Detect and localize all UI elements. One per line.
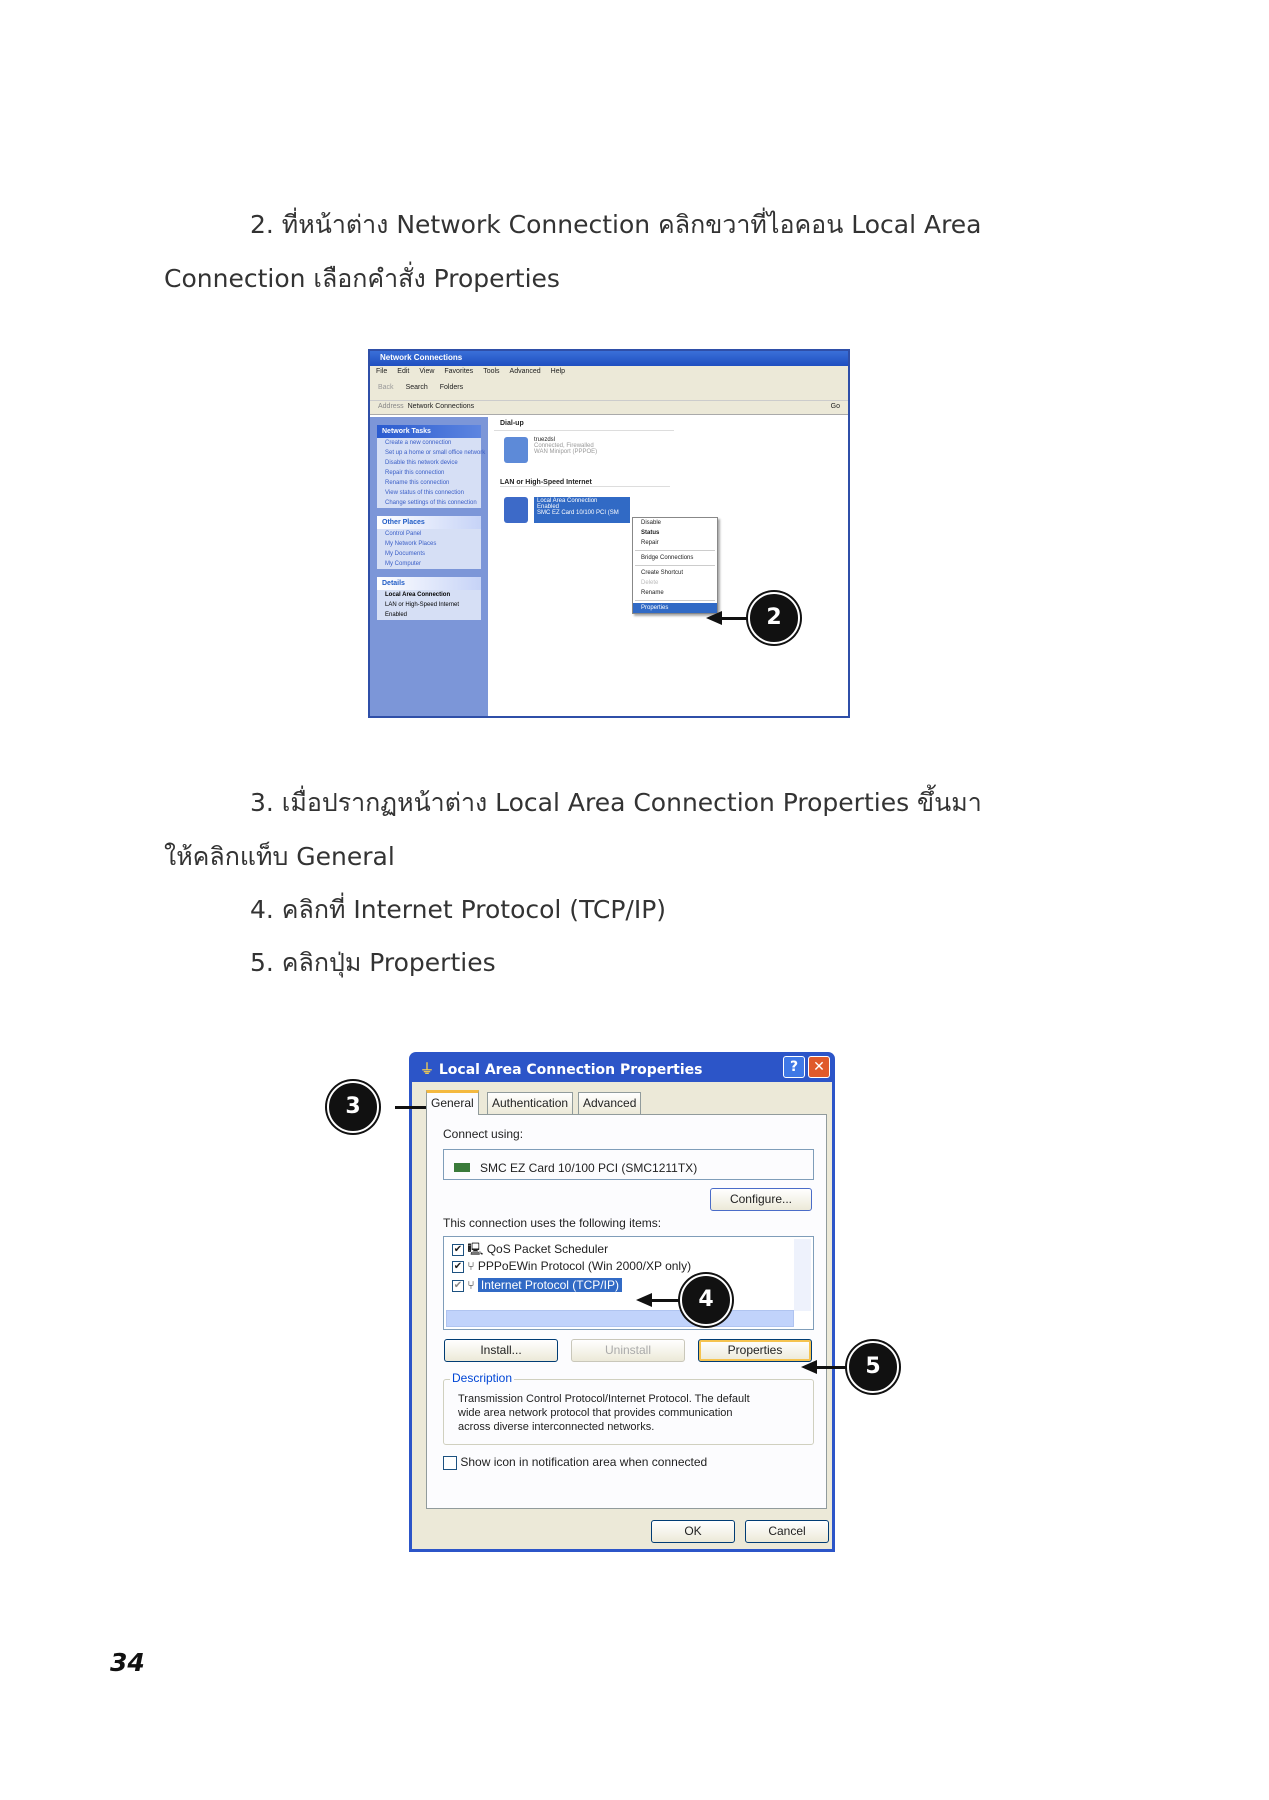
task-link[interactable]: Set up a home or small office network (385, 450, 486, 456)
item-label: PPPoEWin Protocol (Win 2000/XP only) (477, 1259, 692, 1273)
network-tasks-header[interactable]: Network Tasks (377, 425, 481, 438)
task-link[interactable]: Repair this connection (385, 470, 445, 476)
details-header[interactable]: Details (377, 577, 481, 590)
task-link[interactable]: View status of this connection (385, 490, 464, 496)
callout-arrow-3 (395, 1106, 429, 1109)
ctx-create-shortcut[interactable]: Create Shortcut (641, 570, 684, 576)
dialog-title: Local Area Connection Properties (438, 1062, 703, 1078)
properties-button[interactable]: Properties (698, 1339, 812, 1362)
menu-bar (370, 366, 848, 379)
uninstall-button: Uninstall (571, 1339, 685, 1362)
network-card-icon (454, 1163, 470, 1172)
checkbox[interactable]: ✔ (453, 1279, 463, 1291)
step5: 5. คลิกปุ่ม Properties (250, 948, 496, 977)
place-link[interactable]: Control Panel (385, 531, 422, 537)
menu-file[interactable]: File (376, 368, 388, 375)
show-icon-label: Show icon in notification area when connected (460, 1455, 708, 1469)
dialup-header: Dial-up (494, 417, 674, 431)
items-label: This connection uses the following items: (443, 1216, 662, 1230)
items-list (443, 1236, 814, 1330)
lan-header: LAN or High-Speed Internet (500, 479, 670, 487)
place-link[interactable]: My Computer (385, 561, 422, 567)
configure-button[interactable]: Configure... (710, 1188, 812, 1211)
folders-button[interactable]: Folders (439, 384, 464, 391)
network-icon: ⏚ (420, 1062, 434, 1078)
dialog-title-bar (412, 1052, 832, 1082)
callout-3: 3 (327, 1081, 379, 1133)
adapter-field (443, 1149, 814, 1180)
description-text: Transmission Control Protocol/Internet Protocol. The default wide area network protocol that provides communication across diverse interconnected networks. (458, 1393, 750, 1433)
step4: 4. คลิกที่ Internet Protocol (TCP/IP) (250, 895, 667, 924)
ctx-delete: Delete (641, 580, 659, 586)
list-item[interactable] (452, 1240, 608, 1261)
address-value: Network Connections (407, 403, 475, 410)
menu-edit[interactable]: Edit (397, 368, 410, 375)
step3-line2: ให้คลิกแท็บ General (164, 842, 395, 871)
install-button[interactable]: Install... (444, 1339, 558, 1362)
list-item-selected[interactable] (452, 1278, 622, 1292)
ctx-rename[interactable]: Rename (641, 590, 664, 596)
description-group (443, 1371, 814, 1445)
details-type: LAN or High-Speed Internet (385, 602, 460, 608)
callout-2: 2 (748, 592, 800, 644)
local-area-connection-properties-dialog (409, 1052, 835, 1552)
ctx-bridge[interactable]: Bridge Connections (641, 555, 694, 561)
menu-advanced[interactable]: Advanced (509, 368, 541, 375)
callout-4: 4 (680, 1274, 732, 1326)
dialup-device: WAN Miniport (PPPOE) (534, 449, 598, 455)
tab-advanced[interactable]: Advanced (578, 1092, 641, 1114)
ctx-status[interactable]: Status (641, 530, 660, 536)
toolbar (370, 379, 848, 401)
menu-favorites[interactable]: Favorites (444, 368, 474, 375)
vertical-scrollbar[interactable] (794, 1239, 811, 1311)
window-title: Network Connections (370, 351, 848, 366)
back-button[interactable]: Back (378, 384, 394, 391)
network-connections-window (368, 349, 850, 718)
go-button[interactable]: Go (830, 403, 840, 410)
ctx-disable[interactable]: Disable (641, 520, 662, 526)
item-label: Internet Protocol (TCP/IP) (478, 1278, 622, 1292)
lan-name: Local Area Connection (537, 498, 598, 504)
menu-tools[interactable]: Tools (483, 368, 500, 375)
callout-5: 5 (847, 1341, 899, 1393)
other-places-header[interactable]: Other Places (377, 516, 481, 529)
ctx-properties[interactable]: Properties (633, 603, 717, 613)
item-label: QoS Packet Scheduler (486, 1242, 609, 1256)
checkbox[interactable]: ✔ (453, 1260, 463, 1272)
page-number: 34 (110, 1648, 145, 1677)
tab-general[interactable]: General (426, 1090, 479, 1115)
horizontal-scrollbar[interactable] (446, 1310, 794, 1327)
task-link[interactable]: Create a new connection (385, 440, 452, 446)
step3-line1: 3. เมื่อปรากฏหน้าต่าง Local Area Connection Properties ขึ้นมา (250, 788, 982, 817)
step2-line1: 2. ที่หน้าต่าง Network Connection คลิกขวาที่ไอคอน Local Area (250, 210, 982, 239)
menu-help[interactable]: Help (550, 368, 566, 375)
address-label: Address (378, 403, 404, 410)
dialup-status: Connected, Firewalled (534, 443, 594, 449)
lan-status: Enabled (537, 504, 560, 510)
show-icon-checkbox[interactable] (443, 1456, 457, 1470)
qos-icon: 🖳 (467, 1242, 484, 1256)
details-status: Enabled (385, 612, 408, 618)
ctx-repair[interactable]: Repair (641, 540, 659, 546)
connections-list (494, 417, 848, 716)
callout-arrow-4 (650, 1299, 680, 1302)
dialup-icon (504, 437, 528, 463)
show-icon-option[interactable] (443, 1455, 707, 1470)
dialup-connection[interactable] (504, 437, 597, 463)
protocol-icon: ⑂ (467, 1278, 475, 1292)
dialup-name: truezdsl (534, 437, 556, 443)
task-link[interactable]: Change settings of this connection (385, 500, 477, 506)
callout-arrow-2 (720, 617, 750, 620)
callout-arrow-5 (815, 1366, 847, 1369)
lan-device: SMC EZ Card 10/100 PCI (SM (537, 510, 619, 516)
address-bar[interactable] (370, 401, 848, 415)
protocol-icon: ⑂ (467, 1259, 475, 1273)
step2-line2: Connection เลือกคำสั่ง Properties (164, 264, 560, 293)
adapter-name: SMC EZ Card 10/100 PCI (SMC1211TX) (480, 1161, 698, 1175)
help-button[interactable]: ? (783, 1056, 805, 1078)
tab-authentication[interactable]: Authentication (487, 1092, 573, 1114)
details-name: Local Area Connection (385, 592, 451, 598)
ok-button[interactable]: OK (651, 1520, 735, 1543)
task-link[interactable]: Disable this network device (385, 460, 458, 466)
close-button[interactable]: ✕ (808, 1056, 830, 1078)
description-label: Description (452, 1371, 513, 1385)
checkbox[interactable]: ✔ (453, 1243, 463, 1255)
menu-view[interactable]: View (419, 368, 435, 375)
lan-icon (504, 497, 528, 523)
context-menu (632, 517, 718, 614)
cancel-button[interactable]: Cancel (745, 1520, 829, 1543)
connect-using-label: Connect using: (443, 1127, 524, 1141)
list-item[interactable] (452, 1259, 742, 1273)
search-button[interactable]: Search (405, 384, 428, 391)
place-link[interactable]: My Network Places (385, 541, 437, 547)
task-pane (370, 417, 488, 716)
place-link[interactable]: My Documents (385, 551, 426, 557)
task-link[interactable]: Rename this connection (385, 480, 450, 486)
local-area-connection[interactable] (504, 497, 630, 523)
